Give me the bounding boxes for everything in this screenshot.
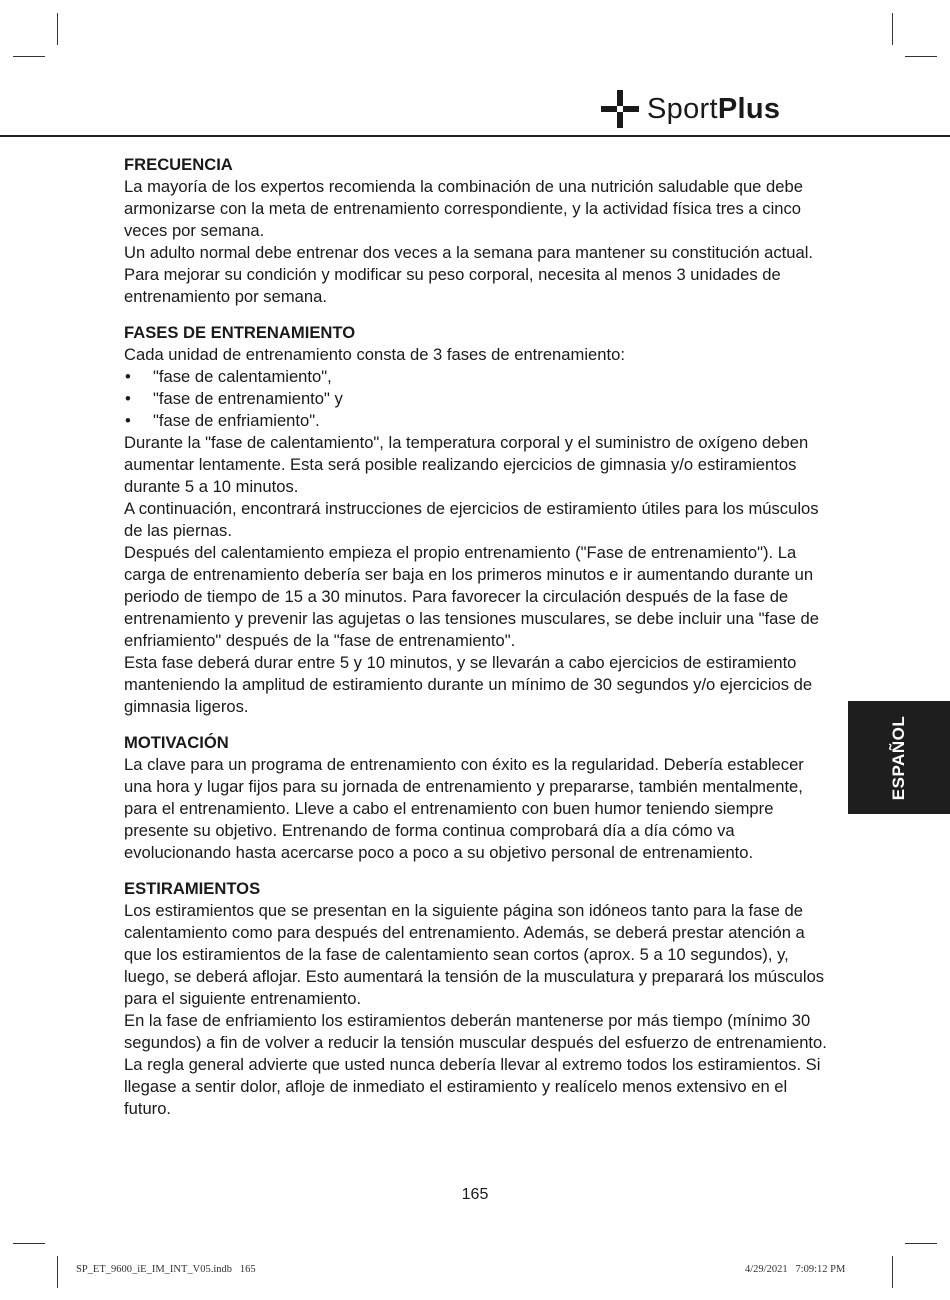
crop-mark xyxy=(892,1256,893,1288)
paragraph: La regla general advierte que usted nunca debería llevar al extremo todos los estiramientos. Si llegase a sentir dolor, afloje de inmediato el estiramiento y realícelo menos extensivo en el futuro. xyxy=(124,1055,821,1118)
crop-mark xyxy=(13,56,45,57)
paragraph: Cada unidad de entrenamiento consta de 3 fases de entrenamiento: xyxy=(124,345,625,364)
list-item: • "fase de calentamiento", xyxy=(124,366,829,388)
footer-file-info: SP_ET_9600_iE_IM_INT_V05.indb 165 xyxy=(76,1264,256,1275)
paragraph: Los estiramientos que se presentan en la siguiente página son idóneos tanto para la fase de calentamiento como para después del entrenamiento. Además, se deberá prestar atención a que los estiramientos de la fase de calentamiento sean cortos (aprox. 5 a 10 segundos), y, luego, se deberá aflojar. Esto aumentará la tensión de la musculatura y preparará los músculos para el siguiente entrenamiento. xyxy=(124,901,825,1008)
header-rule xyxy=(0,135,950,137)
crop-mark xyxy=(905,1243,937,1244)
phase-list xyxy=(124,366,829,432)
paragraph: Durante la "fase de calentamiento", la temperatura corporal y el suministro de oxígeno deben aumentar lentamente. Esta será posible realizando ejercicios de gimnasia y/o estiramientos durante 5 a 10 minutos. xyxy=(124,433,809,496)
section-heading: ESTIRAMIENTOS xyxy=(124,879,261,898)
logo-text: SportPlus xyxy=(647,92,781,125)
crop-mark xyxy=(905,56,937,57)
paragraph: Esta fase deberá durar entre 5 y 10 minutos, y se llevarán a cabo ejercicios de estiramiento manteniendo la amplitud de estiramiento durante un mínimo de 30 segundos y/o ejercicios de gimnasia ligeros. xyxy=(124,653,813,716)
section-heading: FRECUENCIA xyxy=(124,155,233,174)
sportplus-logo xyxy=(601,89,780,129)
crop-mark xyxy=(13,1243,45,1244)
crop-mark xyxy=(892,13,893,45)
paragraph: La mayoría de los expertos recomienda la combinación de una nutrición saludable que debe armonizarse con la meta de entrenamiento correspondiente, y la actividad física tres a cinco veces por semana. xyxy=(124,177,803,240)
paragraph: A continuación, encontrará instrucciones de ejercicios de estiramiento útiles para los músculos de las piernas. xyxy=(124,499,819,540)
cross-logo-icon xyxy=(601,90,639,128)
section-heading: MOTIVACIÓN xyxy=(124,733,229,752)
section-frecuencia xyxy=(124,154,829,308)
page-number: 165 xyxy=(461,1186,489,1203)
page-content xyxy=(124,154,829,1134)
list-item: • "fase de enfriamiento". xyxy=(124,410,829,432)
crop-mark xyxy=(57,1256,58,1288)
footer-timestamp: 4/29/2021 7:09:12 PM xyxy=(745,1264,846,1275)
paragraph: La clave para un programa de entrenamiento con éxito es la regularidad. Debería establecer una hora y lugar fijos para su jornada de entrenamiento y prepararse, también mentalmente, para el entrenamiento. Lleve a cabo el entrenamiento con buen humor teniendo siempre presente su objetivo. Entrenando de forma continua comprobará día a día cómo va evolucionando hasta acercarse poco a poco a su objetivo personal de entrenamiento. xyxy=(124,755,804,862)
section-heading: FASES DE ENTRENAMIENTO xyxy=(124,323,356,342)
language-tab-label: ESPAÑOL xyxy=(888,715,908,800)
section-fases xyxy=(124,322,829,718)
paragraph: Un adulto normal debe entrenar dos veces a la semana para mantener su constitución actual. Para mejorar su condición y modificar su peso corporal, necesita al menos 3 unidades de entrenamiento por semana. xyxy=(124,243,814,306)
language-tab xyxy=(848,701,950,814)
paragraph: Después del calentamiento empieza el propio entrenamiento ("Fase de entrenamiento"). La carga de entrenamiento debería ser baja en los primeros minutos e ir aumentando durante un periodo de tiempo de 15 a 30 minutos. Para favorecer la circulación después de la fase de entrenamiento y prevenir las agujetas o las tensiones musculares, se debe incluir una "fase de enfriamiento" después de la "fase de entrenamiento". xyxy=(124,543,819,650)
crop-mark xyxy=(57,13,58,45)
section-motivacion xyxy=(124,732,829,864)
paragraph: En la fase de enfriamiento los estiramientos deberán mantenerse por más tiempo (mínimo 30 segundos) a fin de volver a reducir la tensión muscular después del esfuerzo de entrenamiento. xyxy=(124,1011,827,1052)
list-item: • "fase de entrenamiento" y xyxy=(124,388,829,410)
section-estiramientos xyxy=(124,878,829,1120)
